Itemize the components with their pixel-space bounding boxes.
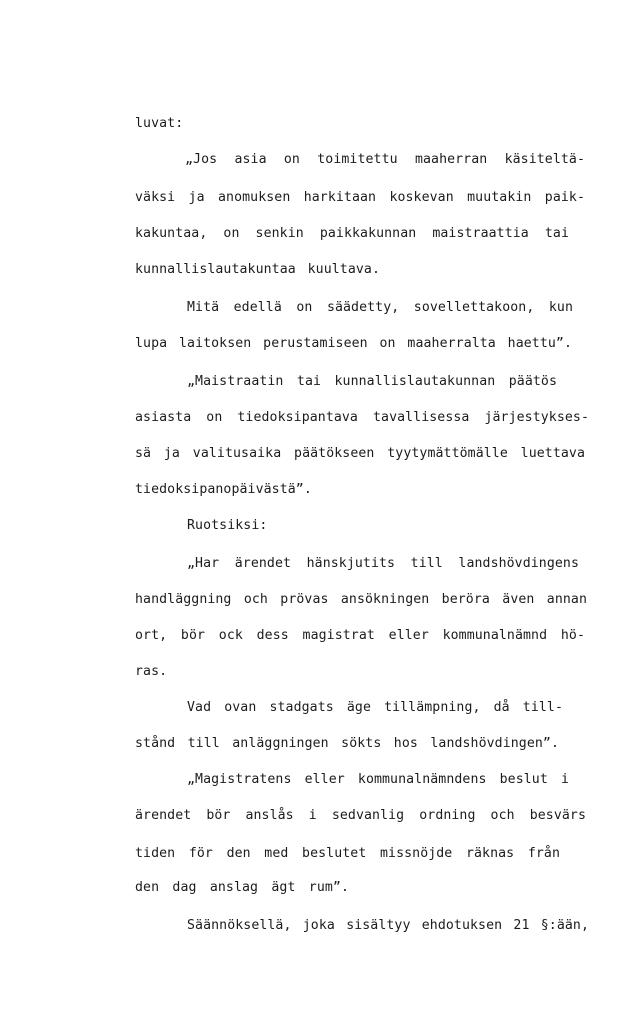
text-line-8: „Maistraatin tai kunnallislautakunnan päätös [187,374,557,389]
text-line-4: kakuntaa, on senkin paikkakunnan maistraattia tai [135,226,569,241]
text-line-23: Säännöksellä, joka sisältyy ehdotuksen 21 §:ään, [187,918,589,933]
text-line-2: „Jos asia on toimitettu maaherran käsiteltä- [185,152,585,167]
text-line-5: kunnallislautakuntaa kuultava. [135,262,380,277]
text-line-16: ras. [135,664,168,679]
text-line-9: asiasta on tiedoksipantava tavallisessa järjestykses- [135,410,589,425]
text-line-20: ärendet bör anslås i sedvanlig ordning och besvärs [135,808,586,823]
text-line-3: väksi ja anomuksen harkitaan koskevan muutakin paik- [135,190,585,205]
text-line-14: handläggning och prövas ansökningen beröra även annan [135,592,587,607]
text-line-19: „Magistratens eller kommunalnämndens beslut i [187,772,569,787]
text-line-13: „Har ärendet hänskjutits till landshövdingens [187,556,579,571]
text-line-7: lupa laitoksen perustamiseen on maaherralta haettu”. [135,336,572,351]
text-line-15: ort, bör ock dess magistrat eller kommunalnämnd hö- [135,628,585,643]
text-line-6: Mitä edellä on säädetty, sovellettakoon, kun [187,300,573,315]
text-line-12: Ruotsiksi: [187,518,268,533]
text-line-1: luvat: [135,116,184,131]
text-line-18: stånd till anläggningen sökts hos landshövdingen”. [135,736,559,751]
text-line-17: Vad ovan stadgats äge tillämpning, då till- [187,700,563,715]
text-line-21: tiden för den med beslutet missnöjde räknas från [135,846,560,861]
text-line-10: sä ja valitusaika päätökseen tyytymättömälle luettava [135,446,585,461]
text-line-11: tiedoksipanopäivästä”. [135,482,312,497]
text-line-22: den dag anslag ägt rum”. [135,880,349,895]
